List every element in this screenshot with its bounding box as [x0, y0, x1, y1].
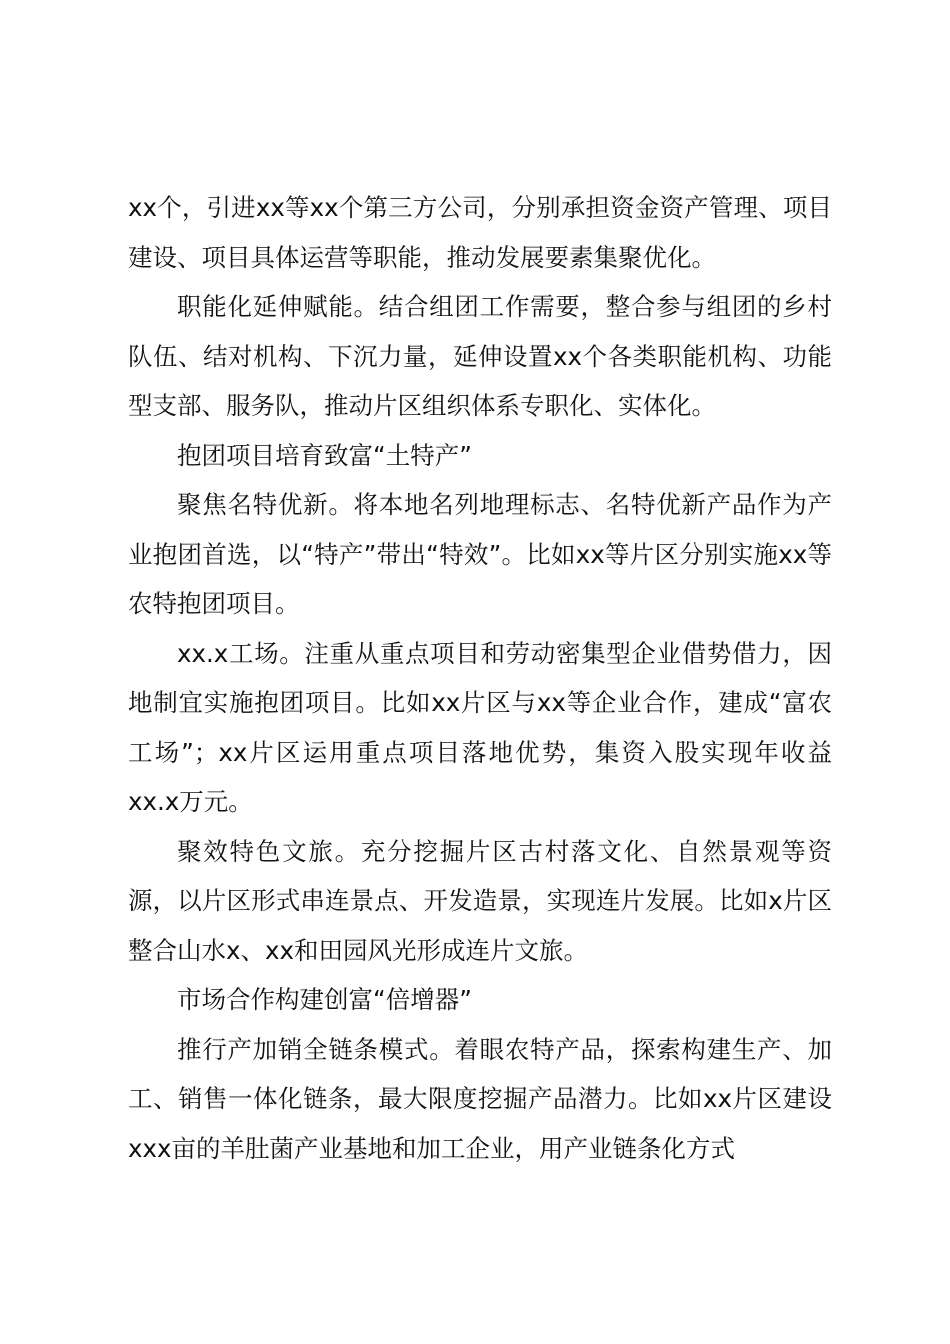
document-body — [128, 183, 832, 1173]
paragraph-2: 职能化延伸赋能。结合组团工作需要，整合参与组团的乡村队伍、结对机构、下沉力量，延伸设置xx个各类职能机构、功能型支部、服务队，推动片区组织体系专职化、实体化。 — [128, 292, 832, 420]
paragraph-6: 推行产加销全链条模式。着眼农特产品，探索构建生产、加工、销售一体化链条，最大限度挖掘产品潜力。比如xx片区建设xxx亩的羊肚菌产业基地和加工企业，用产业链条化方式 — [128, 1034, 832, 1163]
paragraph-3: 聚焦名特优新。将本地名列地理标志、名特优新产品作为产业抱团首选，以“特产”带出“特效”。比如xx等片区分别实施xx等农特抱团项目。 — [128, 490, 832, 618]
section-heading-1: 抱团项目培育致富“土特产” — [177, 440, 472, 470]
section-heading-2: 市场合作构建创富“倍增器” — [177, 985, 472, 1014]
paragraph-5: 聚效特色文旅。充分挖掘片区古村落文化、自然景观等资源，以片区形式串连景点、开发造景，实现连片发展。比如x片区整合山水x、xx和田园风光形成连片文旅。 — [128, 836, 832, 965]
paragraph-1: xx个，引进xx等xx个第三方公司，分别承担资金资产管理、项目建设、项目具体运营等职能，推动发展要素集聚优化。 — [128, 193, 832, 272]
paragraph-4: xx.x工场。注重从重点项目和劳动密集型企业借势借力，因地制宜实施抱团项目。比如xx片区与xx等企业合作，建成“富农工场”；xx片区运用重点项目落地优势，集资入股实现年收益xx.x万元。 — [128, 638, 832, 816]
